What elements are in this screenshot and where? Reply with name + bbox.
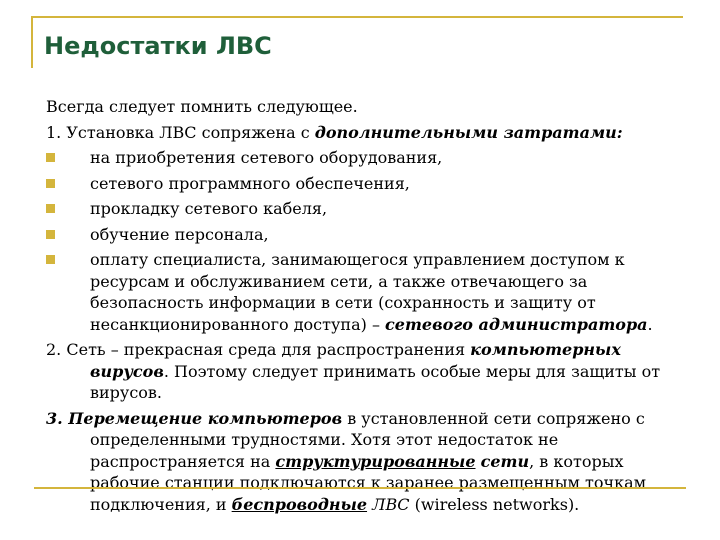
item-3-text-3: (wireless networks). bbox=[409, 494, 580, 514]
item-3-italic-1: ЛВС bbox=[372, 494, 410, 514]
item-3-text-1: в установленной сети сопряжено с определенными трудностями. Хотя этот недостаток не распространяется на bbox=[90, 408, 645, 471]
bullet-text: оплату специалиста, занимающегося управлением доступом к ресурсам и обслуживанием сети, а также отвечающего за безопасность информации в сети (сохранность и защиту от несанкционированного доступа) – bbox=[90, 250, 625, 334]
item-3-text-2: , в которых рабочие станции подключаются к заранее размещенным точкам подключения, и bbox=[90, 451, 647, 514]
item-1 bbox=[46, 122, 696, 144]
item-1-emph: дополнительными затратами: bbox=[314, 122, 623, 142]
list-item bbox=[46, 198, 696, 220]
bullet-text: на приобретения сетевого оборудования, bbox=[90, 148, 443, 167]
bullet-text: прокладку сетевого кабеля, bbox=[90, 199, 328, 218]
intro-line: Всегда следует помнить следующее. bbox=[46, 97, 358, 116]
square-bullet-icon bbox=[46, 204, 55, 213]
square-bullet-icon bbox=[46, 153, 55, 162]
item-1-lead: 1. Установка ЛВС сопряжена с bbox=[46, 122, 315, 142]
left-rule bbox=[31, 16, 33, 68]
item-3-underlined-2: беспроводные bbox=[231, 494, 368, 514]
square-bullet-icon bbox=[46, 230, 55, 239]
square-bullet-icon bbox=[46, 255, 55, 264]
list-item bbox=[46, 249, 696, 335]
bottom-rule bbox=[34, 487, 686, 489]
bullet-5-emph: сетевого администратора bbox=[385, 314, 648, 334]
item-3 bbox=[46, 408, 696, 516]
item-2-rest: . Поэтому следует принимать особые меры для защиты от вирусов. bbox=[90, 361, 661, 402]
square-bullet-icon bbox=[46, 179, 55, 188]
item-2 bbox=[46, 339, 696, 404]
page-title: Недостатки ЛВС bbox=[44, 32, 272, 60]
bullet-text: обучение персонала, bbox=[90, 224, 269, 244]
bullet-text: сетевого программного обеспечения, bbox=[90, 173, 410, 193]
item-3-underlined-1: структурированные bbox=[275, 451, 476, 471]
item-3-bold-1: сети bbox=[480, 451, 530, 471]
item-2-emph: компьютерных вирусов bbox=[90, 340, 621, 381]
top-rule bbox=[31, 16, 683, 18]
item-3-lead: 3. Перемещение компьютеров bbox=[46, 408, 343, 428]
bullet-5-end: . bbox=[647, 314, 653, 334]
list-item bbox=[46, 173, 696, 195]
item-2-lead: 2. Сеть – прекрасная среда для распространения bbox=[46, 340, 471, 359]
list-item bbox=[46, 224, 696, 246]
slide-body bbox=[46, 96, 696, 519]
list-item bbox=[46, 147, 696, 169]
